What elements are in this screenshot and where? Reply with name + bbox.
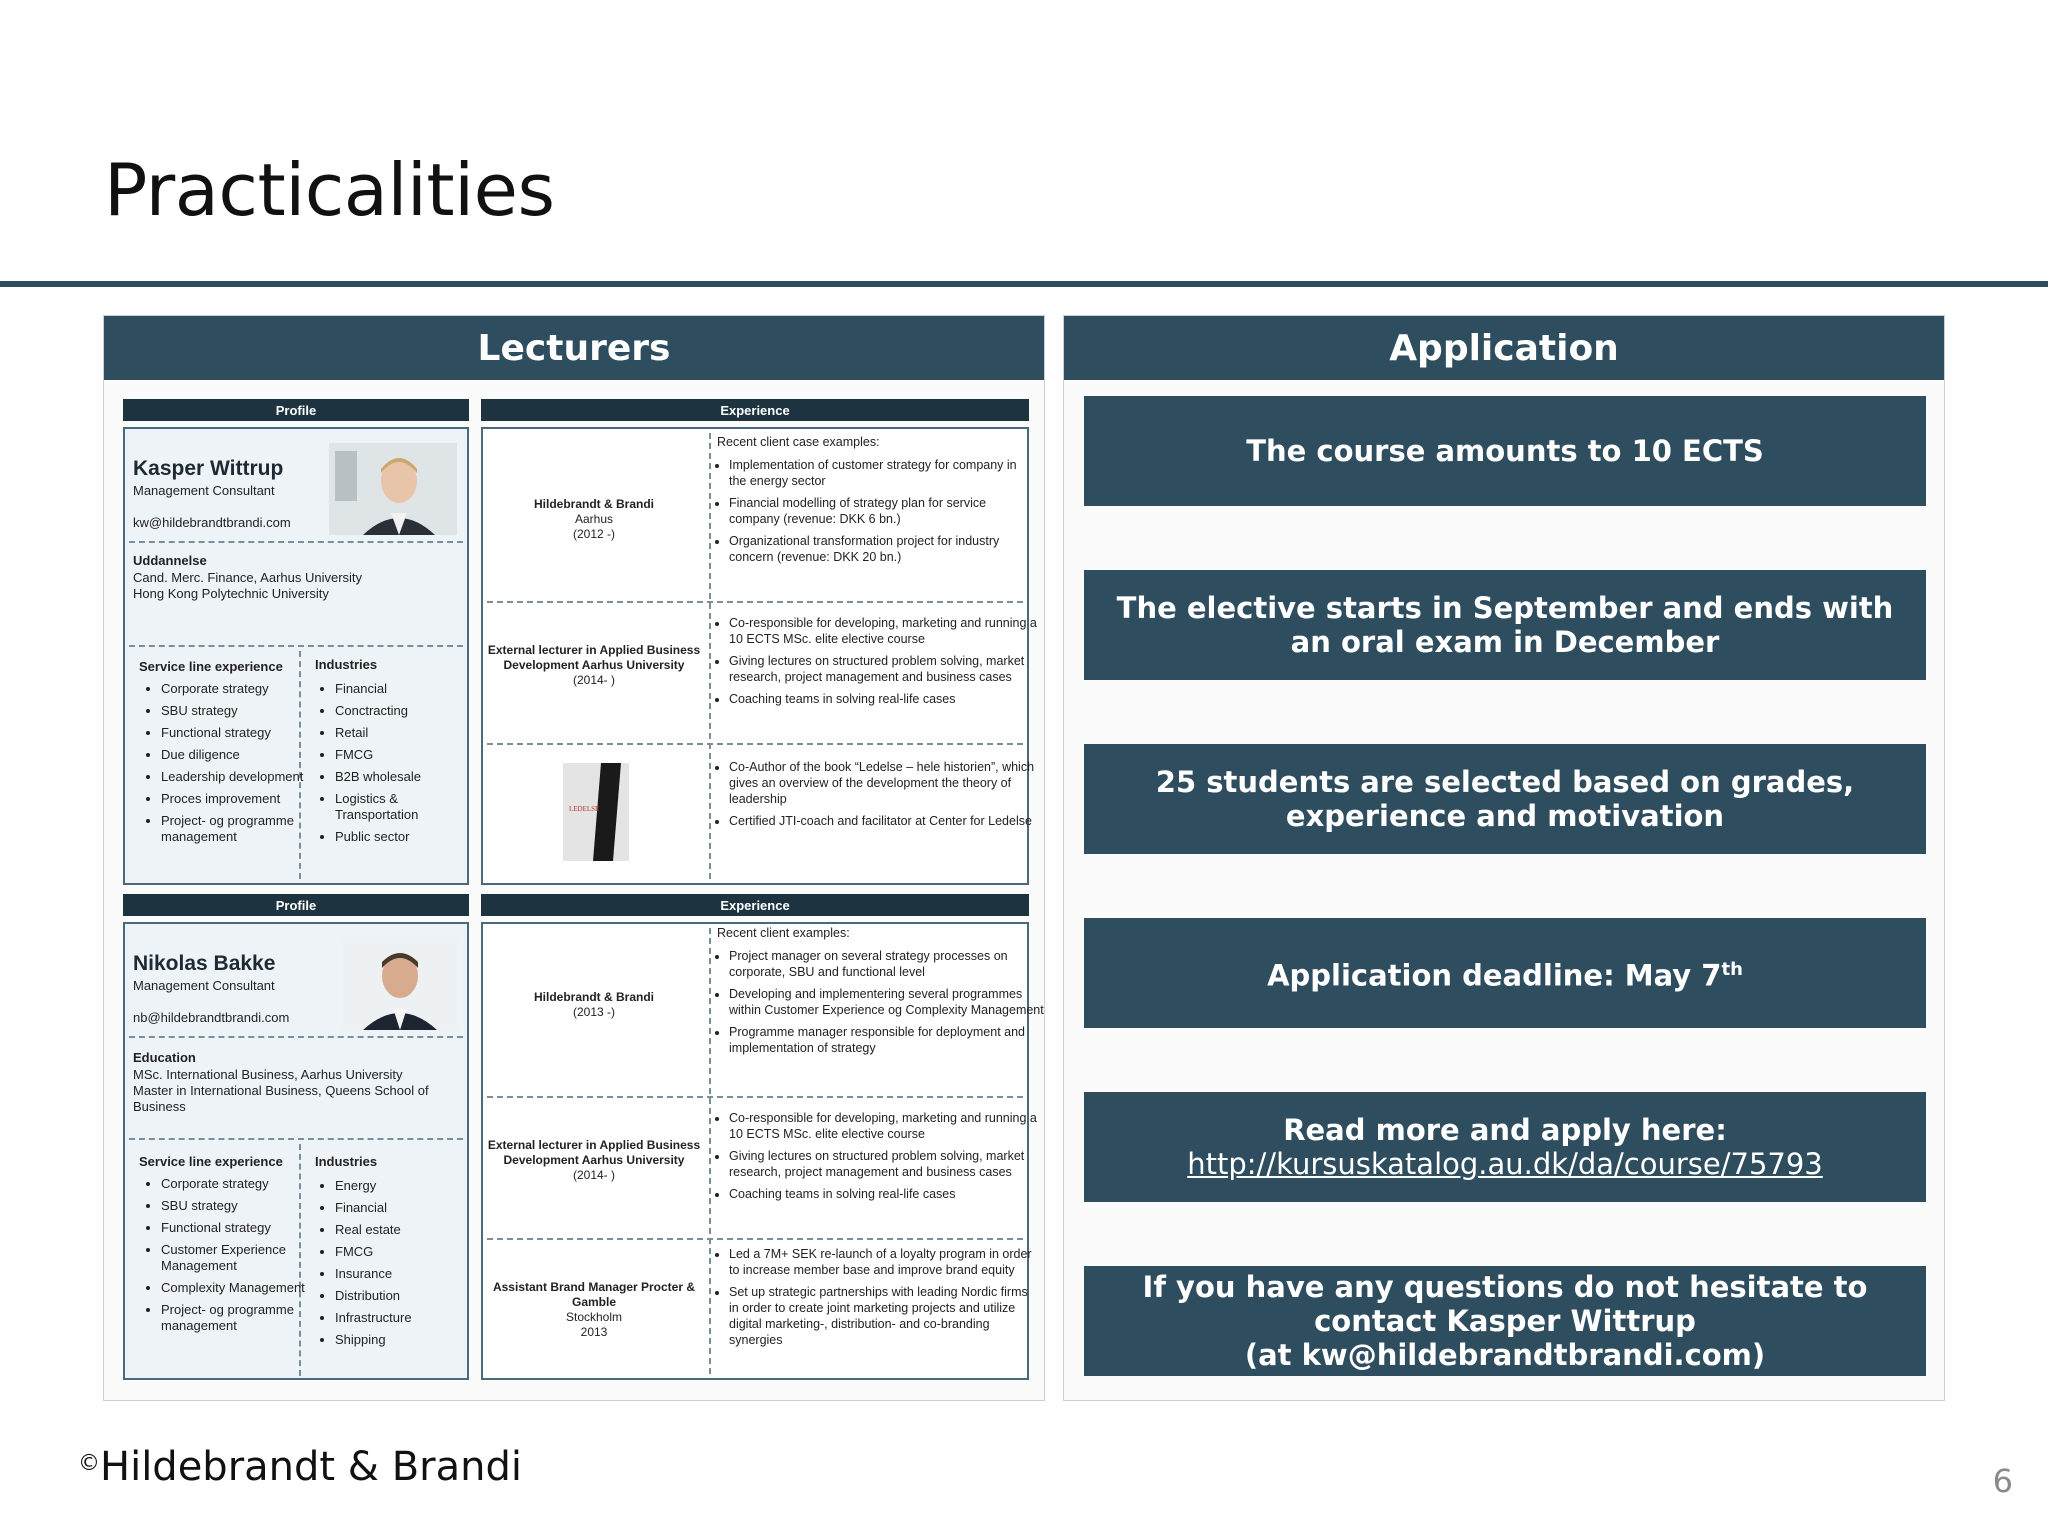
list-item: • Leadership development	[161, 769, 311, 785]
list-item: • Implementation of customer strategy for company in the energy sector	[729, 457, 1037, 489]
list-item: • Proces improvement	[161, 791, 311, 807]
experience-org	[483, 990, 705, 1020]
list-item: • Functional strategy	[161, 725, 311, 741]
experience-list	[713, 759, 1037, 835]
lecturer-name: Nikolas Bakke	[133, 952, 276, 975]
industries-list	[315, 681, 475, 851]
list-item: • Programme manager responsible for deployment and implementation of strategy	[729, 1024, 1045, 1056]
divider	[709, 928, 711, 1374]
list-item: • Project manager on several strategy processes on corporate, SBU and functional level	[729, 948, 1045, 980]
service-heading: Service line experience	[139, 659, 283, 674]
org-years: (2014- )	[572, 1168, 616, 1182]
deadline-text: Application deadline: May 7	[1267, 958, 1722, 993]
list-item: • Due diligence	[161, 747, 311, 763]
list-item: • Customer Experience Management	[161, 1242, 311, 1274]
experience-list	[713, 1110, 1037, 1208]
education-heading: Education	[133, 1050, 196, 1065]
divider	[487, 1238, 1023, 1240]
experience-org	[483, 1138, 705, 1183]
list-item: • Financial modelling of strategy plan for service company (revenue: DKK 6 bn.)	[729, 495, 1037, 527]
list-item: • Energy	[335, 1178, 475, 1194]
list-item: • Public sector	[335, 829, 475, 845]
education-line: Cand. Merc. Finance, Aarhus University	[133, 570, 363, 585]
experience-org	[483, 497, 705, 542]
footer-brand	[78, 1444, 522, 1490]
divider	[709, 433, 711, 879]
lecturer-photo	[343, 938, 457, 1030]
list-item: • Distribution	[335, 1288, 475, 1304]
list-item: • Organizational transformation project for industry concern (revenue: DKK 20 bn.)	[729, 533, 1037, 565]
list-item: • Certified JTI-coach and facilitator at Center for Ledelse	[729, 813, 1037, 829]
list-item: • Infrastructure	[335, 1310, 475, 1326]
lecturer-email[interactable]: nb@hildebrandtbrandi.com	[133, 1010, 290, 1025]
experience-list	[713, 615, 1037, 713]
page-number: 6	[1992, 1462, 2013, 1500]
divider	[487, 1096, 1023, 1098]
list-item: • Project- og programme management	[161, 813, 311, 845]
divider	[487, 743, 1023, 745]
list-item: • Project- og programme management	[161, 1302, 311, 1334]
list-item: • Financial	[335, 1200, 475, 1216]
list-item: • SBU strategy	[161, 1198, 311, 1214]
lecturer-role: Management Consultant	[133, 978, 275, 993]
page-title: Practicalities	[104, 148, 555, 232]
title-divider	[0, 281, 2048, 287]
contact-email: (at kw@hildebrandtbrandi.com)	[1244, 1338, 1766, 1372]
selection-text: 25 students are selected based on grades, experience and motivation	[1155, 765, 1855, 833]
experience-box	[481, 922, 1044, 1380]
apply-text: Read more and apply here:	[1283, 1113, 1727, 1147]
list-item: • Functional strategy	[161, 1220, 311, 1236]
divider	[129, 541, 463, 543]
schedule-text: The elective starts in September and ends with an oral exam in December	[1116, 591, 1894, 659]
list-item: • SBU strategy	[161, 703, 311, 719]
lecturer-email[interactable]: kw@hildebrandtbrandi.com	[133, 515, 291, 530]
org-place: Aarhus	[574, 512, 614, 526]
schedule-info	[1084, 570, 1926, 680]
experience-label: Experience	[481, 894, 1029, 916]
lecturers-heading: Lecturers	[104, 316, 1044, 380]
list-item: • Corporate strategy	[161, 1176, 311, 1192]
industries-heading: Industries	[315, 1154, 378, 1169]
list-item: • B2B wholesale	[335, 769, 475, 785]
ects-info	[1084, 396, 1926, 506]
list-item: • Co-Author of the book “Ledelse – hele historien”, which gives an overview of the development the theory of leadership	[729, 759, 1037, 807]
list-item: • FMCG	[335, 1244, 475, 1260]
list-item: • Coaching teams in solving real-life cases	[729, 691, 1037, 707]
divider	[129, 645, 463, 647]
experience-label: Experience	[481, 399, 1029, 421]
selection-info	[1084, 744, 1926, 854]
experience-list	[713, 948, 1045, 1062]
lecturer-photo	[329, 443, 457, 535]
org-place: Stockholm	[565, 1310, 623, 1324]
service-list	[141, 1176, 311, 1340]
experience-org	[483, 643, 705, 688]
application-heading: Application	[1064, 316, 1944, 380]
contact-line: contact Kasper Wittrup	[1314, 1304, 1696, 1338]
list-item: • Complexity Management	[161, 1280, 311, 1296]
deadline-info	[1084, 918, 1926, 1028]
divider	[129, 1138, 463, 1140]
profile-label: Profile	[123, 894, 469, 916]
education-line: MSc. International Business, Aarhus University	[133, 1067, 403, 1082]
lecturer-role: Management Consultant	[133, 483, 275, 498]
industries-heading: Industries	[315, 657, 378, 672]
copyright-symbol: ©	[78, 1451, 100, 1476]
org-years: (2013 -)	[572, 1005, 616, 1019]
book-title: LEDELSE	[569, 805, 600, 813]
divider	[129, 1036, 463, 1038]
divider	[487, 601, 1023, 603]
list-item: • Retail	[335, 725, 475, 741]
list-item: • Insurance	[335, 1266, 475, 1282]
industries-list	[315, 1178, 475, 1354]
ects-text: The course amounts to 10 ECTS	[1246, 434, 1764, 468]
contact-info	[1084, 1266, 1926, 1376]
experience-list	[713, 457, 1037, 571]
experience-org	[483, 1280, 705, 1340]
education-line: Hong Kong Polytechnic University	[133, 586, 329, 601]
list-item: • Corporate strategy	[161, 681, 311, 697]
org-years: (2012 -)	[572, 527, 616, 541]
org-name: External lecturer in Applied Business Development Aarhus University	[487, 1138, 701, 1167]
list-item: • Conctracting	[335, 703, 475, 719]
profile-label: Profile	[123, 399, 469, 421]
course-link[interactable]: http://kursuskatalog.au.dk/da/course/75793	[1187, 1147, 1823, 1181]
list-item: • Led a 7M+ SEK re-launch of a loyalty program in order to increase member base and improve brand equity	[729, 1246, 1037, 1278]
list-item: • Giving lectures on structured problem solving, market research, project management and business cases	[729, 653, 1037, 685]
list-item: • Co-responsible for developing, marketing and running a 10 ECTS MSc. elite elective course	[729, 1110, 1037, 1142]
org-name: Hildebrandt & Brandi	[533, 990, 654, 1004]
experience-list	[713, 1246, 1037, 1354]
org-years: 2013	[580, 1325, 608, 1339]
list-item: • Coaching teams in solving real-life cases	[729, 1186, 1037, 1202]
service-list	[141, 681, 311, 851]
deadline-suffix: th	[1721, 959, 1743, 981]
brand-name: Hildebrandt & Brandi	[100, 1444, 522, 1490]
org-name: External lecturer in Applied Business Development Aarhus University	[487, 643, 701, 672]
profile-box	[123, 427, 469, 885]
experience-box	[481, 427, 1037, 885]
list-item: • Set up strategic partnerships with leading Nordic firms in order to create joint marketing projects and utilize digital marketing-, distribution- and co-branding synergies	[729, 1284, 1037, 1348]
book-cover-image	[563, 763, 629, 861]
contact-line: If you have any questions do not hesitate to	[1142, 1270, 1868, 1304]
list-item: • Giving lectures on structured problem solving, market research, project management and business cases	[729, 1148, 1037, 1180]
org-name: Assistant Brand Manager Procter & Gamble	[492, 1280, 696, 1309]
profile-box	[123, 922, 469, 1380]
list-item: • Shipping	[335, 1332, 475, 1348]
lecturer-name: Kasper Wittrup	[133, 457, 284, 480]
list-item: • Real estate	[335, 1222, 475, 1238]
service-heading: Service line experience	[139, 1154, 283, 1169]
experience-intro: Recent client case examples:	[717, 435, 880, 449]
apply-info	[1084, 1092, 1926, 1202]
experience-intro: Recent client examples:	[717, 926, 850, 940]
org-years: (2014- )	[572, 673, 616, 687]
list-item: • Developing and implementering several programmes within Customer Experience og Complexity Management	[729, 986, 1045, 1018]
education-heading: Uddannelse	[133, 553, 207, 568]
application-panel	[1063, 315, 1945, 1401]
org-name: Hildebrandt & Brandi	[533, 497, 654, 511]
list-item: • Logistics & Transportation	[335, 791, 475, 823]
list-item: • Financial	[335, 681, 475, 697]
list-item: • FMCG	[335, 747, 475, 763]
education-line: Master in International Business, Queens School of Business	[133, 1083, 429, 1114]
list-item: • Co-responsible for developing, marketing and running a 10 ECTS MSc. elite elective course	[729, 615, 1037, 647]
